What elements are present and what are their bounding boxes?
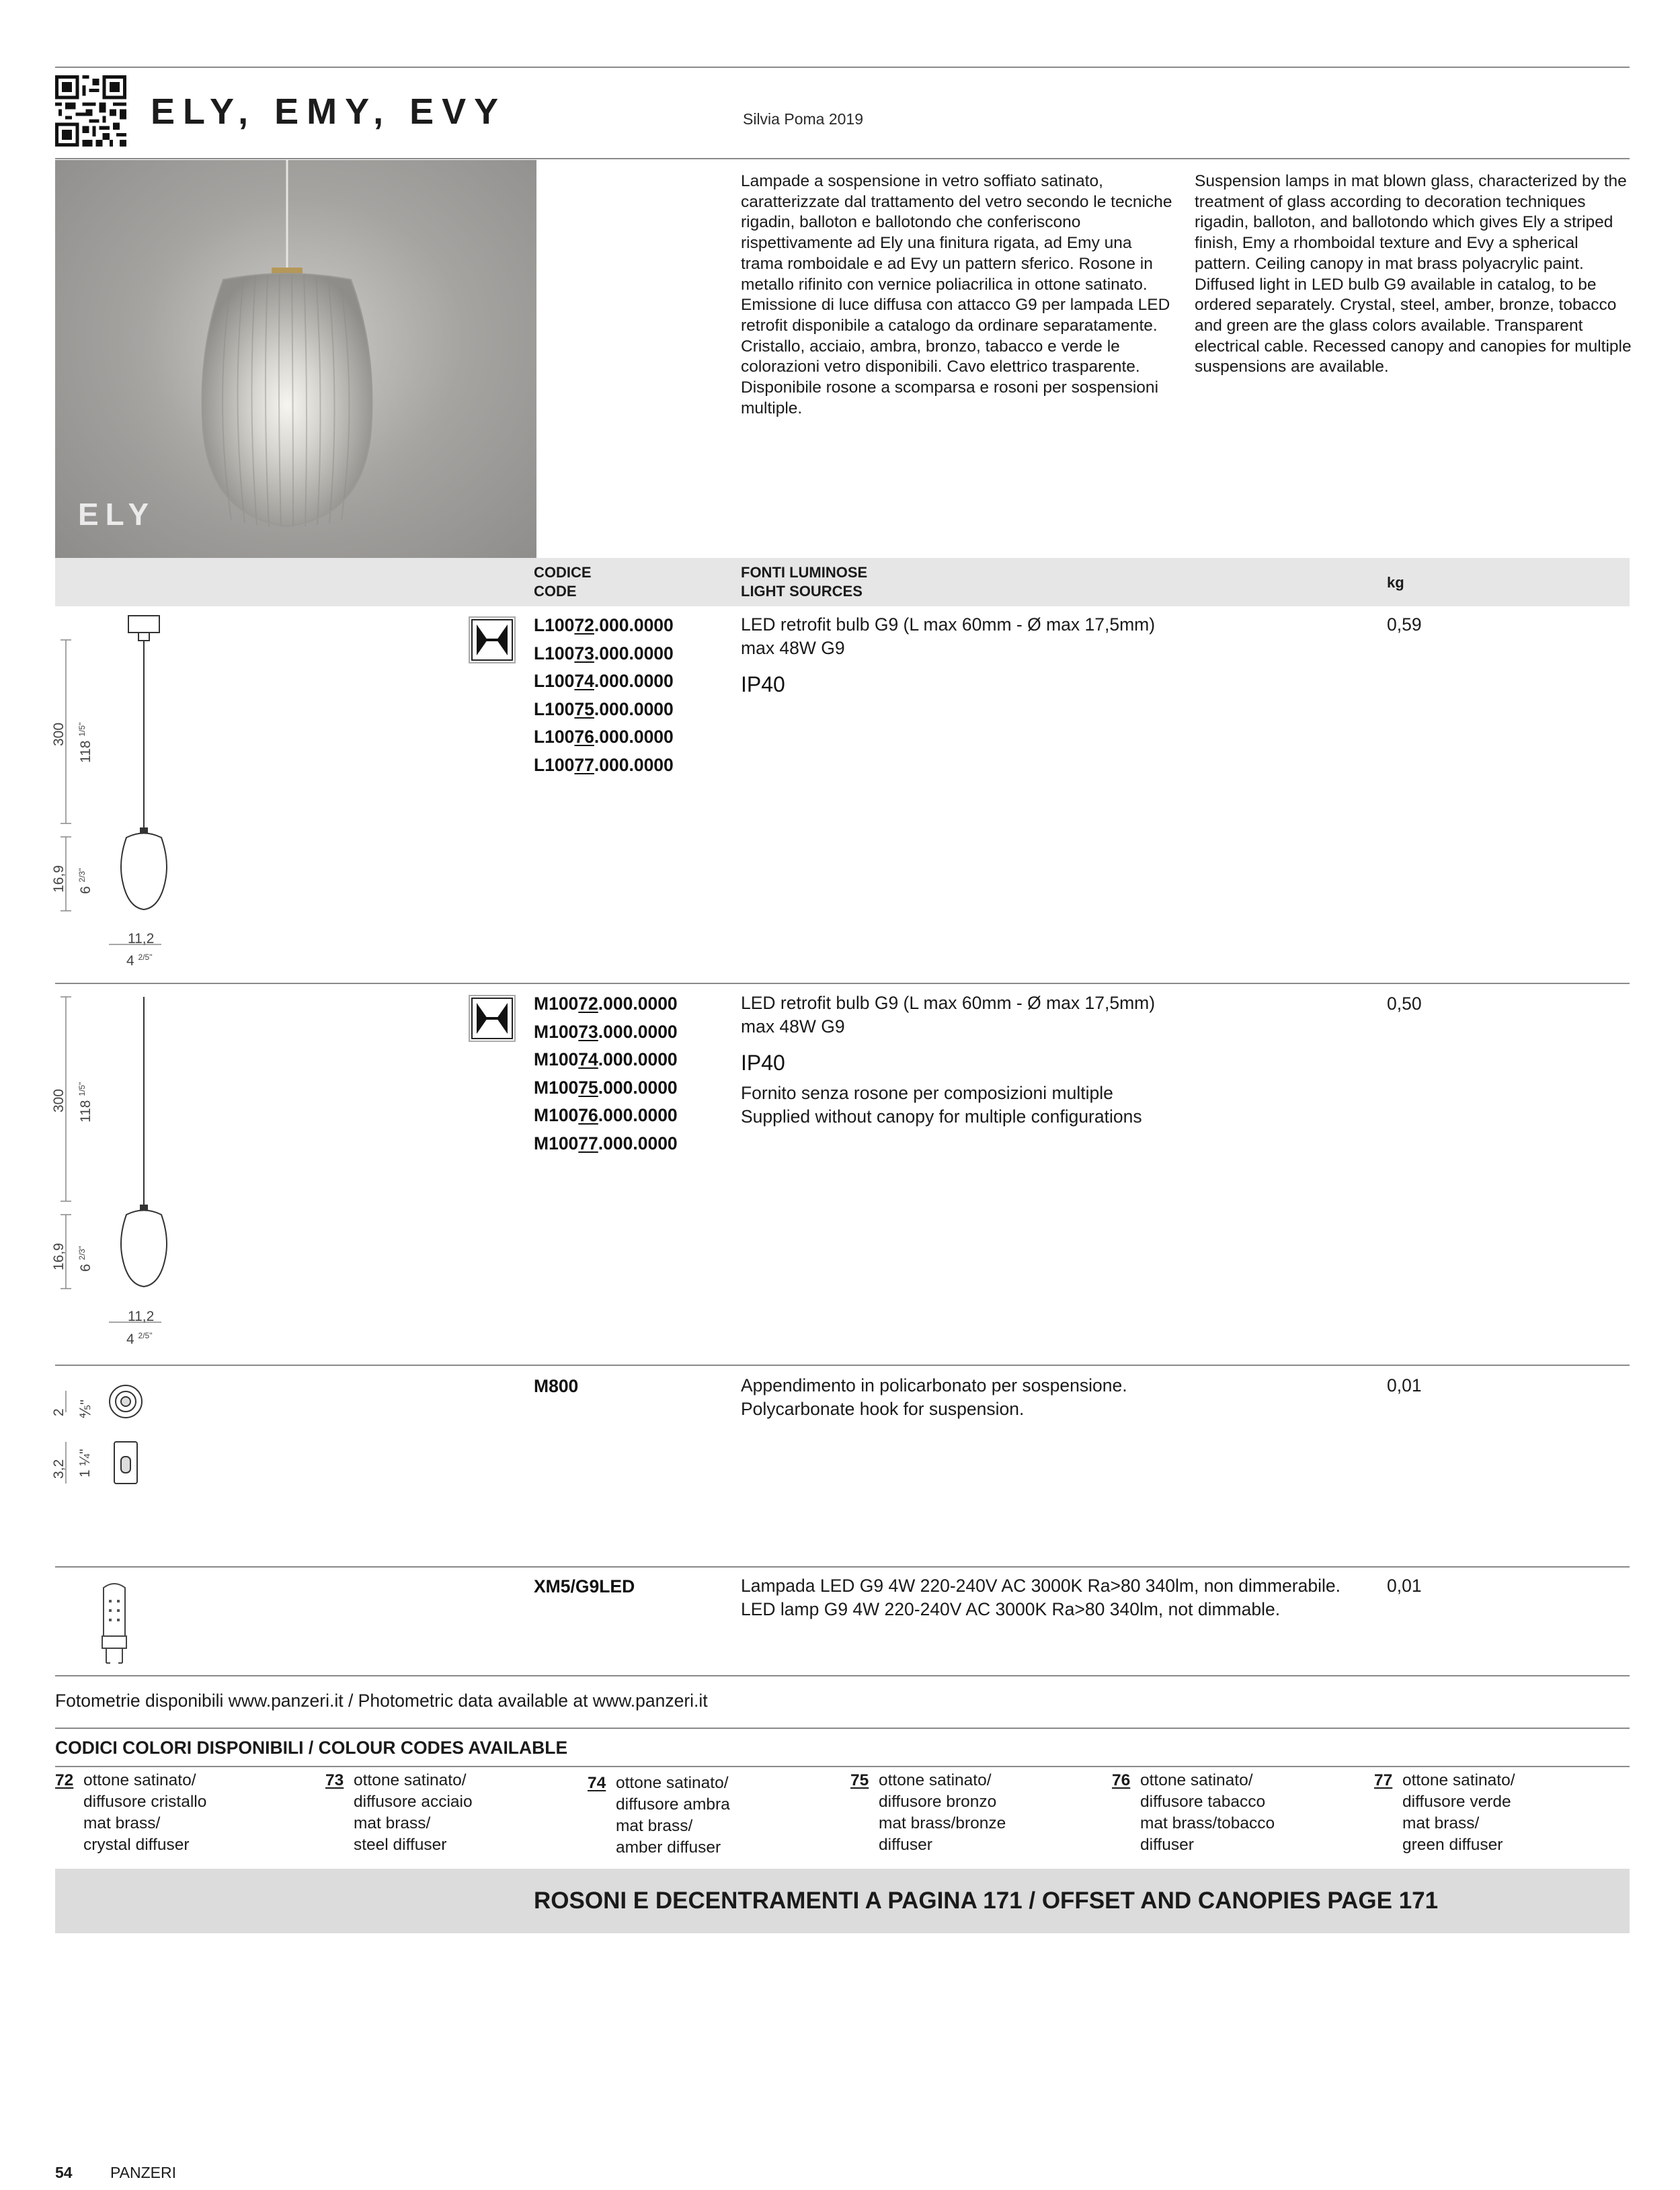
dim-shade-in-int: 6	[78, 886, 93, 894]
hook-line-en: Polycarbonate hook for suspension.	[741, 1399, 1025, 1419]
colour-description	[1402, 1770, 1604, 1856]
colour-line: ottone satinato/	[616, 1774, 729, 1792]
code-colour: 74	[574, 671, 594, 691]
dim-width-in-int: 4	[126, 953, 134, 969]
dim-shade-in-int: 6	[78, 1264, 93, 1272]
code-colour: 72	[578, 993, 598, 1014]
row-divider	[55, 1566, 1630, 1568]
dim-shade-cm: 16,9	[51, 1243, 67, 1270]
dim-shade-in-frac: 2/3"	[77, 868, 87, 883]
product-code[interactable]	[534, 640, 674, 668]
source-line-2: max 48W G9	[741, 1016, 845, 1037]
source-line-1: LED retrofit bulb G9 (L max 60mm - Ø max 17,5mm)	[741, 614, 1156, 635]
dim-shade-in-frac: 2/3"	[77, 1246, 87, 1260]
colour-line: diffusore tabacco	[1140, 1793, 1266, 1811]
code-colour: 76	[578, 1105, 598, 1125]
product-code[interactable]	[534, 1074, 678, 1102]
row3-weight: 0,01	[1387, 1375, 1422, 1395]
source-line-1: LED retrofit bulb G9 (L max 60mm - Ø max 17,5mm)	[741, 993, 1156, 1013]
row-divider	[55, 983, 1630, 984]
colour-line: steel diffuser	[354, 1836, 447, 1854]
code-prefix: M100	[534, 1133, 579, 1153]
dim-width-in-frac: 2/5"	[138, 952, 153, 962]
code-prefix: M100	[534, 1021, 579, 1042]
colour-line: diffusore acciaio	[354, 1793, 473, 1811]
colour-description	[616, 1773, 817, 1859]
th-code	[534, 563, 592, 601]
pendant-without-canopy-drawing	[55, 991, 210, 1354]
section-rule	[55, 1728, 1630, 1729]
code-colour: 74	[578, 1049, 598, 1069]
colour-line: diffusore verde	[1402, 1793, 1511, 1811]
colour-line: mat brass/	[83, 1814, 161, 1832]
code-prefix: M100	[534, 1077, 579, 1098]
dim-width-in-int: 4	[126, 1332, 134, 1347]
dim-width-in	[126, 1331, 152, 1348]
code-suffix: .000.0000	[594, 754, 674, 775]
suspension-type-icon	[469, 995, 516, 1042]
colour-line: diffusore ambra	[616, 1795, 730, 1814]
dim-width-in-frac: 2/5"	[138, 1331, 153, 1340]
colour-description	[354, 1770, 555, 1856]
dim-base-cm: 3,2	[51, 1459, 67, 1479]
row4-weight: 0,01	[1387, 1576, 1422, 1596]
row-divider	[55, 1365, 1630, 1366]
dim-height-in-int: 118	[78, 1100, 93, 1123]
code-colour: 73	[578, 1021, 598, 1042]
product-code[interactable]	[534, 696, 674, 724]
row2-light-source	[741, 991, 1155, 1039]
description-italian: Lampade a sospensione in vetro soffiato satinato, caratterizzate dal trattamento del vetro secondo le tecniche rigadin, balloton e ballotondo che conferiscono rispettivamente ad Ely una finitura rigata, ad Emy una trama romboidale e ad Evy un pattern sferico. Rosone in metallo rifinito con vernice poliacrilica in ottone satinato. Emissione di luce diffusa con attacco G9 per lampada LED retrofit disponibile a catalogo da ordinare separatamente. Cristallo, acciaio, ambra, bronzo, tabacco e verde le colorazioni vetro disponibili. Cavo elettrico trasparente. Disponibile rosone a scomparsa e rosoni per sospensioni multiple.	[741, 172, 1172, 417]
bulb-line-en: LED lamp G9 4W 220-240V AC 3000K Ra>80 340lm, not dimmable.	[741, 1599, 1281, 1619]
colour-description	[83, 1770, 285, 1856]
dim-height-in	[77, 1082, 94, 1123]
code-colour: 77	[574, 754, 594, 775]
code-prefix: L100	[534, 754, 575, 775]
code-suffix: .000.0000	[598, 1133, 678, 1153]
code-prefix: M100	[534, 1105, 579, 1125]
colour-description	[879, 1770, 1080, 1856]
product-code[interactable]	[534, 1046, 678, 1074]
code-suffix: .000.0000	[598, 1105, 678, 1125]
colour-line: ottone satinato/	[879, 1771, 992, 1789]
colour-line: diffuser	[1140, 1836, 1194, 1854]
code-prefix: L100	[534, 727, 575, 747]
colour-line: green diffuser	[1402, 1836, 1503, 1854]
colour-number: 77	[1374, 1771, 1393, 1789]
hook-drawing	[55, 1375, 156, 1502]
code-suffix: .000.0000	[594, 671, 674, 691]
row4-code[interactable]: XM5/G9LED	[534, 1576, 635, 1596]
th-source-en: LIGHT SOURCES	[741, 583, 863, 600]
product-code[interactable]	[534, 723, 674, 752]
dim-base-in: 1 ¼"	[77, 1449, 93, 1477]
row1-weight: 0,59	[1387, 614, 1422, 635]
dim-height-in-int: 118	[78, 740, 93, 763]
colour-line: diffuser	[879, 1836, 932, 1854]
dim-height-cm: 300	[51, 1088, 67, 1112]
dim-height-cm: 300	[51, 722, 67, 746]
colour-line: ottone satinato/	[1402, 1771, 1515, 1789]
row1-ip-rating: IP40	[741, 672, 785, 696]
colour-number: 73	[325, 1771, 344, 1789]
product-code[interactable]	[534, 667, 674, 696]
dim-shade-in	[77, 868, 94, 894]
row-divider	[55, 1675, 1630, 1676]
code-suffix: .000.0000	[598, 993, 678, 1014]
brand-name: PANZERI	[110, 2164, 176, 2181]
row1-light-source	[741, 613, 1155, 660]
colour-line: amber diffuser	[616, 1838, 721, 1857]
product-code[interactable]	[534, 990, 678, 1018]
colour-line: crystal diffuser	[83, 1836, 190, 1854]
colour-line: mat brass/	[354, 1814, 431, 1832]
note-it: Fornito senza rosone per composizioni multiple	[741, 1083, 1113, 1103]
dim-width-in	[126, 952, 152, 969]
description-english: Suspension lamps in mat blown glass, characterized by the treatment of glass according to decoration techniques rigadin, balloton, and ballotondo which gives Ely a striped finish, Emy a rhomboidal texture and Evy a spherical pattern. Ceiling canopy in mat brass polyacrylic paint. Diffused light in LED bulb G9 available in catalog, to be ordered separately. Crystal, steel, amber, bronze, tobacco and green are the glass colors available. Transparent electrical cable. Recessed canopy and canopies for multiple suspensions are available.	[1195, 172, 1632, 376]
photo-model-label: ELY	[78, 497, 156, 532]
colour-line: mat brass/tobacco	[1140, 1814, 1275, 1832]
dim-shade-cm: 16,9	[51, 865, 67, 893]
code-prefix: M100	[534, 993, 579, 1014]
code-colour: 75	[578, 1077, 598, 1098]
code-prefix: L100	[534, 698, 575, 719]
g9-bulb-drawing	[94, 1580, 134, 1667]
canopies-banner	[55, 1869, 1630, 1933]
row3-code[interactable]: M800	[534, 1376, 579, 1396]
product-title: ELY, EMY, EVY	[151, 91, 507, 132]
colour-codes-title: CODICI COLORI DISPONIBILI / COLOUR CODES AVAILABLE	[55, 1738, 568, 1758]
photometry-note[interactable]: Fotometrie disponibili www.panzeri.it / Photometric data available at www.panzeri.it	[55, 1691, 708, 1711]
colour-line: mat brass/bronze	[879, 1814, 1006, 1832]
dim-height-in	[77, 723, 94, 763]
dim-width-cm: 11,2	[128, 931, 155, 946]
code-suffix: .000.0000	[598, 1021, 678, 1042]
code-suffix: .000.0000	[598, 1077, 678, 1098]
product-code[interactable]	[534, 1130, 678, 1158]
code-suffix: .000.0000	[594, 727, 674, 747]
product-photo	[55, 160, 536, 558]
row1-code-list	[534, 612, 674, 779]
row3-description	[741, 1374, 1127, 1421]
colour-line: diffusore cristallo	[83, 1793, 207, 1811]
code-colour: 76	[574, 727, 594, 747]
colour-number: 76	[1112, 1771, 1131, 1789]
top-rule	[55, 67, 1630, 68]
banner-text[interactable]: ROSONI E DECENTRAMENTI A PAGINA 171 / OFFSET AND CANOPIES PAGE 171	[534, 1888, 1439, 1914]
suspension-type-icon	[469, 616, 516, 663]
row2-code-list	[534, 990, 678, 1158]
th-source-it: FONTI LUMINOSE	[741, 564, 868, 581]
code-colour: 75	[574, 698, 594, 719]
qr-code-icon[interactable]	[55, 75, 126, 147]
code-suffix: .000.0000	[594, 615, 674, 635]
dim-height-in-frac: 1/5"	[77, 722, 87, 737]
colour-number: 74	[588, 1774, 606, 1792]
dim-hook-cm: 2	[51, 1408, 67, 1416]
colour-line: ottone satinato/	[354, 1771, 467, 1789]
colour-line: mat brass/	[616, 1817, 693, 1835]
section-rule	[55, 1766, 1630, 1767]
dim-hook-in: ⅘"	[78, 1400, 93, 1418]
code-prefix: L100	[534, 643, 575, 663]
row2-ip-rating: IP40	[741, 1051, 785, 1075]
th-kg: kg	[1387, 574, 1404, 591]
header-rule	[55, 158, 1630, 159]
bulb-line-it: Lampada LED G9 4W 220-240V AC 3000K Ra>80 340lm, non dimmerabile.	[741, 1576, 1341, 1596]
hook-line-it: Appendimento in policarbonato per sospensione.	[741, 1375, 1127, 1395]
code-prefix: L100	[534, 671, 575, 691]
colour-line: mat brass/	[1402, 1814, 1480, 1832]
page-number: 54	[55, 2164, 73, 2181]
code-suffix: .000.0000	[594, 698, 674, 719]
code-suffix: .000.0000	[598, 1049, 678, 1069]
code-colour: 73	[574, 643, 594, 663]
pendant-with-canopy-drawing	[55, 612, 210, 975]
product-code[interactable]	[534, 612, 674, 640]
code-suffix: .000.0000	[594, 643, 674, 663]
dim-shade-in	[77, 1246, 94, 1272]
code-colour: 77	[578, 1133, 598, 1153]
dim-height-in-frac: 1/5"	[77, 1082, 87, 1096]
th-light-sources	[741, 563, 867, 601]
dim-width-cm: 11,2	[128, 1309, 155, 1324]
colour-description	[1140, 1770, 1342, 1856]
colour-number: 72	[55, 1771, 74, 1789]
colour-number: 75	[850, 1771, 869, 1789]
product-code[interactable]	[534, 752, 674, 780]
source-line-2: max 48W G9	[741, 638, 845, 658]
designer-credit: Silvia Poma 2019	[743, 110, 863, 128]
product-code[interactable]	[534, 1018, 678, 1047]
code-colour: 72	[574, 615, 594, 635]
code-prefix: M100	[534, 1049, 579, 1069]
th-code-it: CODICE	[534, 564, 592, 581]
code-prefix: L100	[534, 615, 575, 635]
colour-line: diffusore bronzo	[879, 1793, 997, 1811]
row2-weight: 0,50	[1387, 993, 1422, 1014]
colour-line: ottone satinato/	[1140, 1771, 1253, 1789]
colour-line: ottone satinato/	[83, 1771, 196, 1789]
note-en: Supplied without canopy for multiple configurations	[741, 1106, 1142, 1127]
row2-note	[741, 1082, 1142, 1129]
row4-description	[741, 1574, 1341, 1621]
th-code-en: CODE	[534, 583, 577, 600]
product-code[interactable]	[534, 1102, 678, 1130]
